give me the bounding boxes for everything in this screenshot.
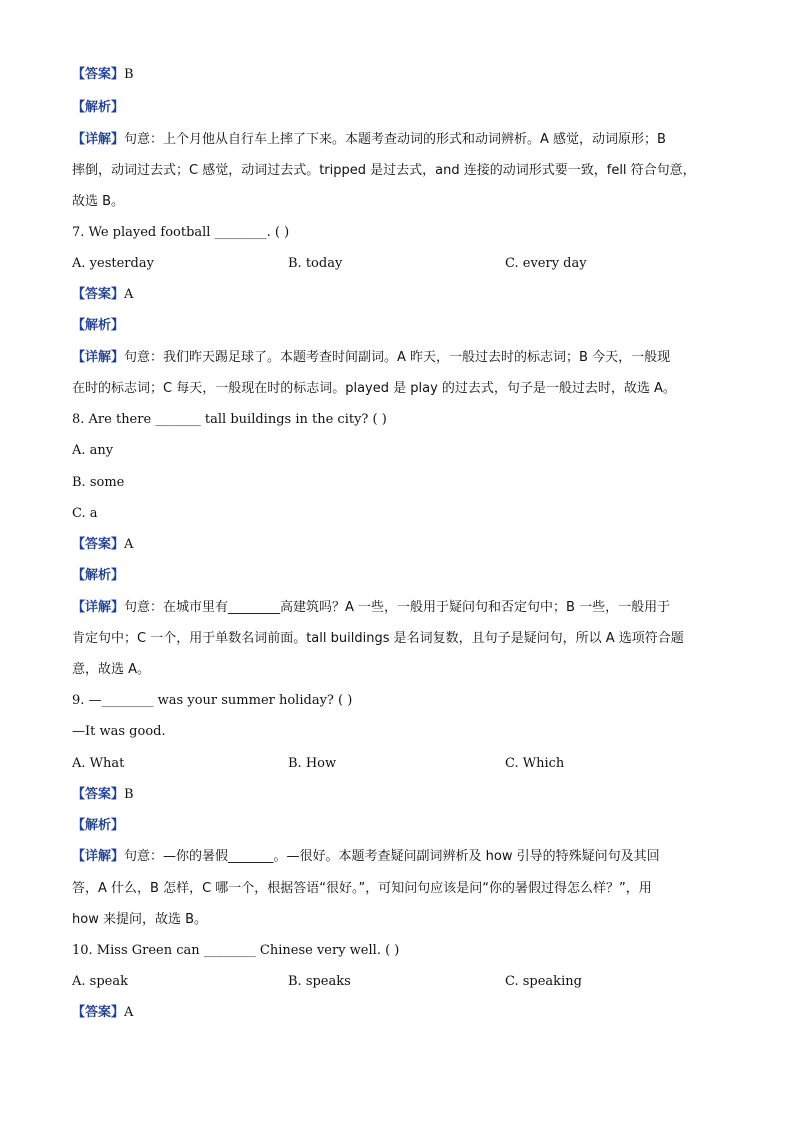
q8-option-b: B. some xyxy=(72,475,125,490)
answer-line xyxy=(72,787,134,803)
answer-tag: 【答案】 xyxy=(72,287,125,302)
answer-tag: 【答案】 xyxy=(72,787,125,802)
detail-line xyxy=(72,600,670,616)
q9-option-a: A. What xyxy=(72,756,125,771)
answer-value: A xyxy=(124,1005,134,1020)
answer-line xyxy=(72,537,133,553)
analysis-tag: 【解析】 xyxy=(72,100,125,115)
answer-line xyxy=(72,67,134,83)
detail-text-line: 故选 B。 xyxy=(72,194,125,209)
analysis-tag: 【解析】 xyxy=(72,568,125,583)
detail-line xyxy=(72,132,666,148)
detail-line xyxy=(72,350,670,366)
detail-tag: 【详解】 xyxy=(72,849,125,864)
question-7: 7. We played football ________. ( ) xyxy=(72,225,290,240)
detail-tag: 【详解】 xyxy=(72,600,125,615)
detail-text-line: 摔倒，动词过去式；C 感觉，动词过去式。tripped 是过去式，and 连接的动词形式要一致，fell 符合句意， xyxy=(72,163,696,178)
q10-option-b: B. speaks xyxy=(288,974,351,989)
question-10: 10. Miss Green can ________ Chinese very well. ( ) xyxy=(72,943,400,958)
answer-tag: 【答案】 xyxy=(72,67,125,82)
answer-tag: 【答案】 xyxy=(72,1005,125,1020)
analysis-line xyxy=(72,100,124,116)
q9-option-b: B. How xyxy=(288,756,337,771)
answer-value: B xyxy=(124,67,134,82)
answer-line xyxy=(72,1005,133,1021)
analysis-tag: 【解析】 xyxy=(72,818,125,833)
detail-text-line: 肯定句中；C 一个，用于单数名词前面。tall buildings 是名词复数，且句子是疑问句，所以 A 选项符合题 xyxy=(72,631,684,646)
q9-reply: —It was good. xyxy=(72,724,166,739)
detail-tag: 【详解】 xyxy=(72,132,125,147)
analysis-line xyxy=(72,818,124,834)
detail-text: 句意：上个月他从自行车上摔了下来。本题考查动词的形式和动词辨析。A 感觉，动词原形；B xyxy=(124,132,666,147)
detail-tag: 【详解】 xyxy=(72,350,125,365)
detail-text-line: 在时的标志词；C 每天，一般现在时的标志词。played 是 play 的过去式，句子是一般过去时，故选 A。 xyxy=(72,381,676,396)
question-8: 8. Are there _______ tall buildings in the city? ( ) xyxy=(72,412,387,427)
question-9: 9. —________ was your summer holiday? ( ) xyxy=(72,693,353,708)
q7-option-a: A. yesterday xyxy=(72,256,154,271)
detail-line xyxy=(72,849,660,865)
analysis-line xyxy=(72,568,124,584)
detail-text: 句意：—你的暑假_______。—很好。本题考查疑问副词辨析及 how 引导的特殊疑问句及其回 xyxy=(124,849,660,864)
detail-text-line: 答，A 什么，B 怎样，C 哪一个，根据答语“很好。”，可知问句应该是问“你的暑假过得怎么样？”，用 xyxy=(72,881,652,896)
q7-option-c: C. every day xyxy=(505,256,587,271)
detail-text: 句意：在城市里有________高建筑吗？A 一些，一般用于疑问句和否定句中；B 一些，一般用于 xyxy=(124,600,671,615)
q9-option-c: C. Which xyxy=(505,756,565,771)
analysis-tag: 【解析】 xyxy=(72,318,125,333)
answer-tag: 【答案】 xyxy=(72,537,125,552)
answer-value: A xyxy=(124,537,134,552)
detail-text-line: how 来提问，故选 B。 xyxy=(72,912,208,927)
answer-value: A xyxy=(124,287,134,302)
q7-option-b: B. today xyxy=(288,256,343,271)
detail-text: 句意：我们昨天踢足球了。本题考查时间副词。A 昨天，一般过去时的标志词；B 今天，一般现 xyxy=(124,350,671,365)
analysis-line xyxy=(72,318,124,334)
q8-option-a: A. any xyxy=(72,443,114,458)
q10-option-a: A. speak xyxy=(72,974,128,989)
answer-value: B xyxy=(124,787,134,802)
answer-line xyxy=(72,287,133,303)
q10-option-c: C. speaking xyxy=(505,974,582,989)
detail-text-line: 意，故选 A。 xyxy=(72,662,151,677)
q8-option-c: C. a xyxy=(72,506,98,521)
